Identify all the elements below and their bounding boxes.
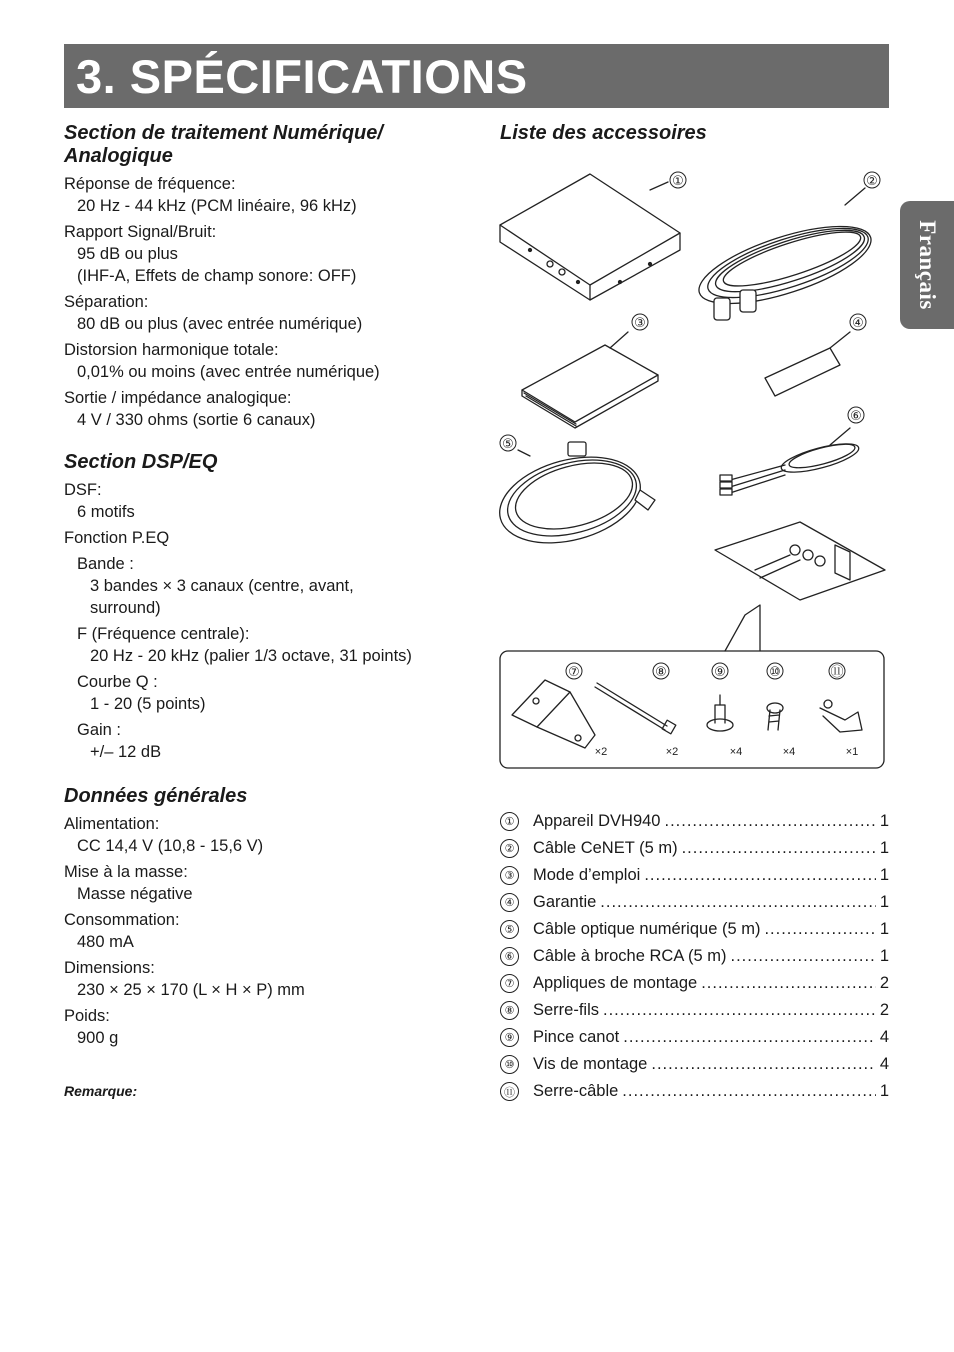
spec-value: 0,01% ou moins (avec entrée numérique) (77, 363, 380, 381)
list-item (500, 889, 889, 916)
bracket-illustration (512, 680, 595, 748)
item-name: Câble optique numérique (5 m) (533, 920, 761, 938)
spec-sublabel: Gain : (77, 721, 122, 739)
spec-item (64, 173, 474, 217)
spec-label: Fonction P.EQ (64, 529, 170, 547)
optical-cable-illustration (490, 442, 655, 557)
specs-column (64, 122, 474, 1099)
spec-label: Consommation: (64, 911, 180, 929)
list-item (500, 1024, 889, 1051)
spec-value: CC 14,4 V (10,8 - 15,6 V) (77, 837, 264, 855)
item-qty: 1 (879, 1082, 889, 1100)
spec-item (64, 861, 474, 905)
spec-value: 20 Hz - 20 kHz (palier 1/3 octave, 31 points) (90, 647, 412, 665)
spec-item (64, 387, 474, 431)
spec-value: +/– 12 dB (90, 743, 162, 761)
manual-illustration (522, 332, 658, 428)
clip-illustration (707, 695, 733, 731)
spec-label: Distorsion harmonique totale: (64, 341, 279, 359)
section-title-dsp-eq: Section DSP/EQ (64, 451, 218, 473)
page-title: 3. SPÉCIFICATIONS (76, 50, 528, 103)
item-qty: 1 (879, 893, 889, 911)
spec-value: 6 motifs (77, 503, 135, 521)
item-qty: 1 (879, 947, 889, 965)
accessories-illustration (490, 160, 900, 780)
item-number: ⑧ (500, 1001, 519, 1020)
item-name: Serre-câble (533, 1082, 619, 1100)
leader-dots (651, 1055, 875, 1074)
cenet-cable-illustration (691, 188, 879, 320)
callout-11: ⑪ (830, 665, 844, 680)
qty-label: ×2 (665, 746, 679, 758)
spec-value: 1 - 20 (5 points) (90, 695, 206, 713)
item-number: ⑨ (500, 1028, 519, 1047)
spec-group-general (64, 813, 474, 1049)
title-bar (64, 44, 889, 108)
spec-label: Poids: (64, 1007, 110, 1025)
item-name: Câble à broche RCA (5 m) (533, 947, 727, 965)
leader-dots (764, 920, 875, 939)
warranty-illustration (765, 332, 850, 396)
spec-value: (IHF-A, Effets de champ sonore: OFF) (77, 267, 357, 285)
hardware-bag-illustration (715, 522, 885, 600)
item-qty: 1 (879, 866, 889, 884)
leader-dots (603, 1001, 876, 1020)
accessories-title: Liste des accessoires (500, 122, 707, 144)
callout-3: ③ (634, 316, 646, 331)
spec-label: Alimentation: (64, 815, 160, 833)
callout-8: ⑧ (655, 665, 667, 680)
callout-5: ⑤ (502, 437, 514, 452)
spec-item (64, 291, 474, 335)
leader-dots (682, 839, 876, 858)
list-item (500, 997, 889, 1024)
cable-tie-illustration (595, 683, 676, 734)
spec-item (64, 1005, 474, 1049)
spec-label: Mise à la masse: (64, 863, 188, 881)
spec-item (64, 221, 474, 287)
spec-value: Masse négative (77, 885, 193, 903)
language-tab (900, 201, 954, 329)
spec-value: surround) (90, 599, 161, 617)
leader-dots (644, 866, 876, 885)
remark-heading: Remarque: (64, 1083, 138, 1099)
spec-value: 480 mA (77, 933, 134, 951)
list-item (500, 1051, 889, 1078)
section-title-general: Données générales (64, 785, 248, 807)
item-number: ⑥ (500, 947, 519, 966)
item-number: ⑦ (500, 974, 519, 993)
screw-illustration (767, 703, 783, 730)
list-item (500, 970, 889, 997)
qty-label: ×4 (782, 746, 796, 758)
qty-label: ×2 (594, 746, 608, 758)
item-name: Serre-fils (533, 1001, 600, 1019)
unit-box-illustration (500, 174, 680, 300)
spec-sublabel: Courbe Q : (77, 673, 158, 691)
callout-2: ② (866, 174, 878, 189)
item-qty: 2 (879, 1001, 889, 1019)
item-qty: 4 (879, 1028, 889, 1046)
spec-group-dsp-eq (64, 479, 474, 763)
item-qty: 1 (879, 812, 889, 830)
leader-dots (701, 974, 876, 993)
callout-9: ⑨ (714, 665, 726, 680)
spec-value: 20 Hz - 44 kHz (PCM linéaire, 96 kHz) (77, 197, 357, 215)
clamp-illustration (820, 700, 862, 732)
leader-dots (665, 812, 876, 831)
spec-value: 230 × 25 × 170 (L × H × P) mm (77, 981, 305, 999)
list-item (500, 943, 889, 970)
leader-dots (600, 893, 876, 912)
list-item (500, 916, 889, 943)
leader-dots (622, 1082, 876, 1101)
rca-cable-illustration (720, 428, 861, 495)
item-name: Garantie (533, 893, 597, 911)
list-item (500, 808, 889, 835)
item-name: Appliques de montage (533, 974, 698, 992)
language-tab-label: Français (915, 220, 940, 310)
spec-label: DSF: (64, 481, 102, 499)
item-number: ③ (500, 866, 519, 885)
spec-value: 900 g (77, 1029, 119, 1047)
callout-1: ① (672, 174, 684, 189)
section-title-digital-analog (64, 122, 474, 168)
list-item (500, 835, 889, 862)
spec-value: 3 bandes × 3 canaux (centre, avant, (90, 577, 354, 595)
item-number: ① (500, 812, 519, 831)
spec-group-digital-analog (64, 173, 474, 431)
item-number: ⑩ (500, 1055, 519, 1074)
spec-label: Réponse de fréquence: (64, 175, 236, 193)
callout-10: ⑩ (769, 665, 781, 680)
item-number: ⑤ (500, 920, 519, 939)
spec-value: 95 dB ou plus (77, 245, 178, 263)
item-name: Vis de montage (533, 1055, 648, 1073)
spec-label: Dimensions: (64, 959, 155, 977)
item-qty: 2 (879, 974, 889, 992)
leader-dots (623, 1028, 876, 1047)
callout-6: ⑥ (850, 409, 862, 424)
item-name: Appareil DVH940 (533, 812, 661, 830)
item-name: Pince canot (533, 1028, 620, 1046)
spec-item (64, 813, 474, 857)
qty-label: ×4 (729, 746, 743, 758)
item-name: Mode d’emploi (533, 866, 641, 884)
accessories-list (500, 808, 889, 1105)
item-name: Câble CeNET (5 m) (533, 839, 678, 857)
spec-label: Séparation: (64, 293, 149, 311)
leader-dots (731, 947, 876, 966)
item-qty: 1 (879, 839, 889, 857)
spec-value: 80 dB ou plus (avec entrée numérique) (77, 315, 363, 333)
item-number: ② (500, 839, 519, 858)
qty-label: ×1 (845, 746, 859, 758)
spec-item (64, 909, 474, 953)
section-title-line: Analogique (64, 145, 173, 167)
section-title-line: Section de traitement Numérique/ (64, 122, 383, 144)
list-item (500, 1078, 889, 1105)
item-qty: 1 (879, 920, 889, 938)
item-number: ⑪ (500, 1082, 519, 1101)
callout-7: ⑦ (568, 665, 580, 680)
spec-label: Sortie / impédance analogique: (64, 389, 292, 407)
spec-item (64, 339, 474, 383)
item-number: ④ (500, 893, 519, 912)
spec-sublabel: F (Fréquence centrale): (77, 625, 250, 643)
list-item (500, 862, 889, 889)
item-qty: 4 (879, 1055, 889, 1073)
spec-value: 4 V / 330 ohms (sortie 6 canaux) (77, 411, 316, 429)
spec-sublabel: Bande : (77, 555, 134, 573)
callout-4: ④ (852, 316, 864, 331)
spec-label: Rapport Signal/Bruit: (64, 223, 217, 241)
spec-item (64, 957, 474, 1001)
